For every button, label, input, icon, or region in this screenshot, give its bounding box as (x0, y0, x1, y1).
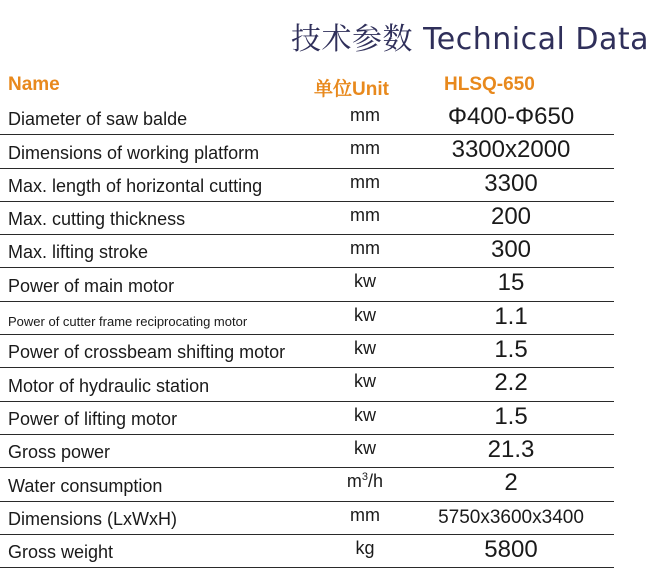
table-row (0, 468, 614, 501)
row-unit: mm (350, 171, 380, 192)
table-row (0, 235, 614, 268)
row-value: 21.3 (487, 435, 535, 463)
table-row (0, 435, 614, 468)
unit-suffix: /h (368, 471, 384, 492)
row-name: Diameter of saw balde (8, 109, 188, 130)
table-row (0, 135, 614, 168)
table-row (0, 535, 614, 568)
header-model: HLSQ-650 (444, 74, 535, 95)
row-value: 3300 (484, 169, 538, 197)
row-value: 2 (504, 469, 518, 497)
row-unit: mm (350, 138, 380, 159)
row-unit: mm (350, 238, 380, 259)
row-unit: mm (350, 105, 380, 125)
row-value: 1.1 (494, 302, 528, 330)
unit-superscript: 3 (361, 471, 369, 484)
row-value: 2.2 (494, 369, 528, 397)
row-value: 1.5 (494, 402, 528, 430)
row-unit (330, 471, 400, 492)
unit-base: m (346, 471, 362, 492)
row-value: 1.5 (494, 336, 528, 364)
row-name: Dimensions of working platform (8, 142, 260, 163)
row-unit: mm (350, 504, 380, 525)
row-name: Gross power (8, 442, 111, 463)
row-value: 200 (490, 202, 532, 230)
row-unit: kw (354, 304, 376, 325)
row-unit: kw (354, 271, 376, 292)
row-name: Max. lifting stroke (8, 242, 149, 263)
row-value: 15 (497, 269, 525, 297)
table-row (0, 102, 614, 135)
row-unit: kg (355, 537, 375, 558)
row-name: Power of crossbeam shifting motor (8, 342, 286, 363)
row-unit: kw (354, 371, 376, 392)
spec-table (0, 102, 614, 568)
table-row (0, 368, 614, 401)
table-row (0, 169, 614, 202)
row-name: Gross weight (8, 542, 114, 563)
row-name: Water consumption (8, 475, 163, 496)
row-name: Power of main motor (8, 275, 175, 296)
row-unit: kw (354, 404, 376, 425)
table-row (0, 335, 614, 368)
table-row (0, 268, 614, 301)
row-name: Max. length of horizontal cutting (8, 175, 263, 196)
row-name: Power of cutter frame reciprocating motor (8, 314, 248, 330)
row-name: Max. cutting thickness (8, 209, 186, 230)
row-name: Motor of hydraulic station (8, 375, 210, 396)
row-unit: mm (350, 204, 380, 225)
row-value: 3300x2000 (451, 136, 571, 164)
table-row (0, 402, 614, 435)
row-value: 5750x3600x3400 (438, 506, 584, 528)
row-unit: kw (354, 437, 376, 458)
table-row (0, 502, 614, 535)
header-name: Name (8, 74, 60, 95)
page-title: 技术参数 Technical Data (291, 22, 649, 57)
row-value: Φ400-Φ650 (447, 103, 575, 130)
table-row (0, 302, 614, 335)
row-name: Dimensions (LxWxH) (8, 508, 178, 529)
header-unit: 单位Unit (314, 79, 389, 100)
row-value: 5800 (484, 535, 538, 563)
row-value: 300 (490, 236, 532, 264)
row-name: Power of lifting motor (8, 408, 178, 429)
table-header (0, 74, 655, 100)
table-row (0, 202, 614, 235)
row-unit: kw (354, 338, 376, 359)
